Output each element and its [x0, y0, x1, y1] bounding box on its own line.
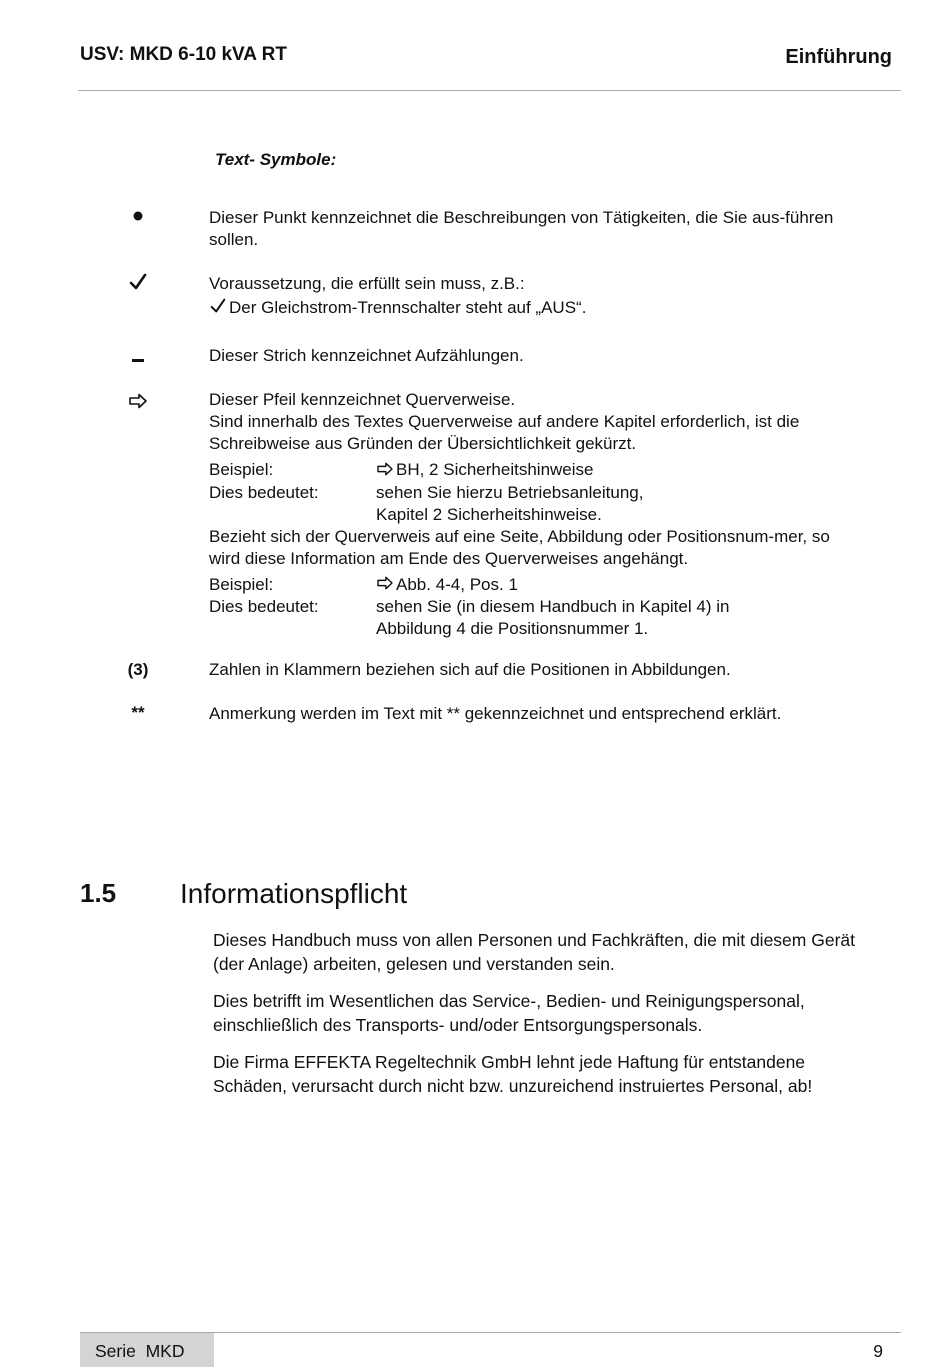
double-asterisk-symbol: ** — [131, 703, 145, 722]
example-2-meaning-label: Dies bedeutet: — [209, 597, 319, 617]
arrow-inline-icon — [376, 460, 396, 482]
example-1-value: BH, 2 Sicherheitshinweise — [396, 460, 594, 479]
header-chapter-title: Einführung — [785, 46, 892, 68]
section-number: 1.5 — [80, 878, 117, 908]
double-asterisk-description: Anmerkung werden im Text mit ** gekennzeichnet und entsprechend erklärt. — [209, 704, 782, 723]
example-2-meaning-line-1: sehen Sie (in diesem Handbuch in Kapitel 4) in — [376, 597, 730, 617]
footer-series-label: Serie MKD — [95, 1341, 185, 1361]
check-description — [209, 273, 849, 321]
number-in-brackets-description: Zahlen in Klammern beziehen sich auf die Positionen in Abbildungen. — [209, 660, 731, 679]
dash-icon — [118, 350, 158, 370]
arrow-inline-icon — [376, 574, 396, 596]
example-1-label: Beispiel: — [209, 460, 274, 479]
arrow-description — [209, 389, 849, 640]
arrow-line-1: Dieser Pfeil kennzeichnet Querverweise. — [209, 390, 516, 409]
header-divider — [78, 90, 901, 91]
example-2-row — [209, 574, 849, 597]
info-paragraph-2: Dies betrifft im Wesentlichen das Service-, Bedien- und Reinigungspersonal, einschließlich des Transports- und/oder Entsorgungspersonals. — [213, 991, 805, 1035]
checkmark-inline-icon — [209, 297, 229, 321]
arrow-line-3: Bezieht sich der Querverweis auf eine Seite, Abbildung oder Positionsnum-mer, so wird diese Information am Ende des Querverweises angehängt. — [209, 526, 830, 568]
example-2-meaning-line-2: Abbildung 4 die Positionsnummer 1. — [376, 619, 649, 639]
example-1-row — [209, 459, 849, 482]
example-1-meaning-line-1: sehen Sie hierzu Betriebsanleitung, — [376, 482, 644, 502]
page-number: 9 — [873, 1341, 883, 1361]
example-2-meaning-row — [209, 596, 849, 640]
example-1-meaning-row — [209, 482, 849, 526]
section-title: Informationspflicht — [180, 878, 408, 909]
bullet-dot-icon — [118, 208, 158, 228]
dash-description: Dieser Strich kennzeichnet Aufzählungen. — [209, 346, 524, 365]
info-paragraph-3: Die Firma EFFEKTA Regeltechnik GmbH lehnt jede Haftung für entstandene Schäden, verursacht durch nicht bzw. unzureichend instruiertes Personal, ab! — [213, 1052, 813, 1096]
check-example — [209, 297, 849, 321]
example-2-meaning-value — [376, 596, 849, 640]
example-1-value-wrap — [376, 459, 849, 482]
symbols-section-title: Text- Symbole: — [215, 150, 337, 169]
arrow-outline-right-icon — [118, 393, 158, 414]
example-2-value: Abb. 4-4, Pos. 1 — [396, 574, 518, 594]
bullet-description: Dieser Punkt kennzeichnet die Beschreibungen von Tätigkeiten, die Sie aus-führen sollen. — [209, 208, 834, 249]
example-1-meaning-line-2: Kapitel 2 Sicherheitshinweise. — [376, 504, 602, 524]
number-in-brackets-symbol: (3) — [127, 660, 149, 679]
example-2-value-wrap — [376, 574, 849, 597]
checkmark-icon — [118, 272, 158, 297]
arrow-line-2: Sind innerhalb des Textes Querverweise auf andere Kapitel erforderlich, ist die Schreibweise aus Gründen der Übersichtlichkeit gekürzt. — [209, 412, 800, 453]
header-document-title: USV: MKD 6-10 kVA RT — [80, 44, 287, 65]
example-1-meaning-value — [376, 482, 849, 526]
example-2-label: Beispiel: — [209, 574, 274, 594]
check-text: Voraussetzung, die erfüllt sein muss, z.B.: — [209, 274, 525, 293]
example-1-meaning-label: Dies bedeutet: — [209, 482, 319, 502]
check-example-text: Der Gleichstrom-Trennschalter steht auf „AUS“. — [229, 298, 587, 317]
info-paragraph-1: Dieses Handbuch muss von allen Personen und Fachkräften, die mit diesem Gerät (der Anlage) arbeiten, gelesen und verstanden sein. — [213, 930, 855, 974]
